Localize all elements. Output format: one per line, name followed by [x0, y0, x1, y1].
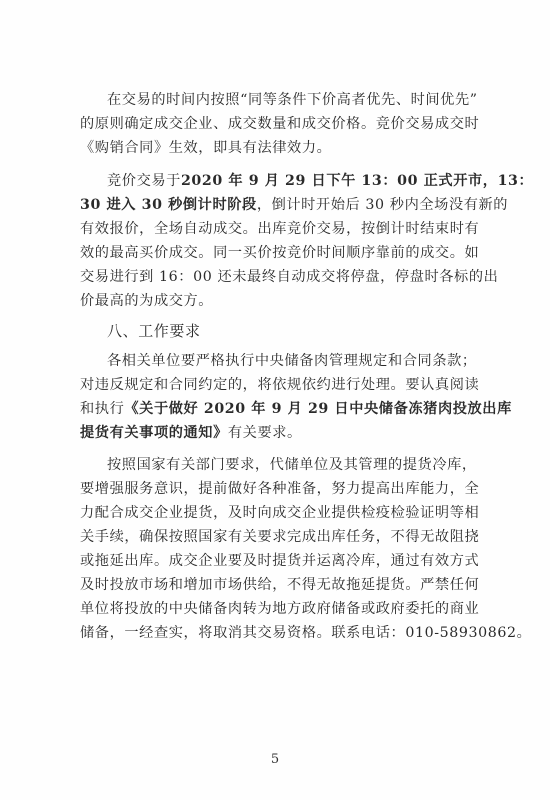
text-line: 价最高的为成交方。 — [80, 293, 214, 309]
paragraph-pickup-requirements — [80, 453, 532, 645]
text-line: 效的最高买价成交。同一买价按竞价时间顺序靠前的成交。如 — [80, 245, 480, 261]
paragraph-compliance — [80, 349, 512, 445]
text-span: 和执行 — [80, 401, 125, 417]
page-number: 5 — [270, 752, 280, 767]
text-line: 单位将投放的中央储备肉转为地方政府储备或政府委托的商业 — [80, 601, 480, 617]
text-span: 竞价交易于 — [107, 173, 181, 189]
text-line: 按照国家有关部门要求，代储单位及其管理的提货冷库， — [107, 457, 477, 473]
text-line: 各相关单位要严格执行中央储备肉管理规定和合同条款； — [107, 353, 477, 369]
text-line — [80, 169, 534, 193]
text-line: 储备，一经查实，将取消其交易资格。联系电话：010-58930862。 — [80, 625, 532, 641]
text-line: 及时投放市场和增加市场供给，不得无故拖延提货。严禁任何 — [80, 577, 480, 593]
paragraph-trading-schedule — [80, 169, 534, 313]
bold-text-span: 提货有关事项的通知》 — [80, 425, 228, 441]
text-line: 关手续，确保按照国家有关要求完成出库任务，不得无故阻挠 — [80, 529, 480, 545]
text-line: 力配合成交企业提货，及时向成交企业提供检疫检验证明等相 — [80, 505, 480, 521]
text-line: 或拖延出库。成交企业要及时提货并运离冷库，通过有效方式 — [80, 553, 480, 569]
text-line: 《购销合同》生效，即具有法律效力。 — [80, 140, 332, 156]
text-line — [80, 397, 512, 421]
bold-text-span: 30 进入 30 秒倒计时阶段 — [80, 197, 257, 213]
text-line: 的原则确定成交企业、成交数量和成交价格。竞价交易成交时 — [80, 116, 480, 132]
text-line — [80, 193, 509, 217]
text-line: 在交易的时间内按照“同等条件下价高者优先、时间优先” — [107, 92, 478, 108]
text-line: 对违反规定和合同约定的，将依规依约进行处理。要认真阅读 — [80, 377, 480, 393]
text-span: 有关要求。 — [227, 425, 302, 441]
bold-text-span: 《关于做好 2020 年 9 月 29 日中央储备冻猪肉投放出库 — [124, 401, 512, 417]
paragraph-trading-principle — [80, 88, 490, 160]
text-line: 要增强服务意识，提前做好各种准备，努力提高出库能力，全 — [80, 481, 480, 497]
bold-text-span: 2020 年 9 月 29 日下午 13：00 正式开市，13： — [180, 173, 534, 189]
text-span: ，倒计时开始后 30 秒内全场没有新的 — [256, 197, 509, 213]
text-line: 交易进行到 16：00 还未最终自动成交将停盘，停盘时各标的出 — [80, 269, 499, 285]
section-heading: 八、工作要求 — [107, 322, 201, 340]
text-line: 有效报价，全场自动成交。出库竞价交易，按倒计时结束时有 — [80, 221, 480, 237]
text-line — [80, 421, 490, 445]
document-body — [80, 88, 534, 645]
